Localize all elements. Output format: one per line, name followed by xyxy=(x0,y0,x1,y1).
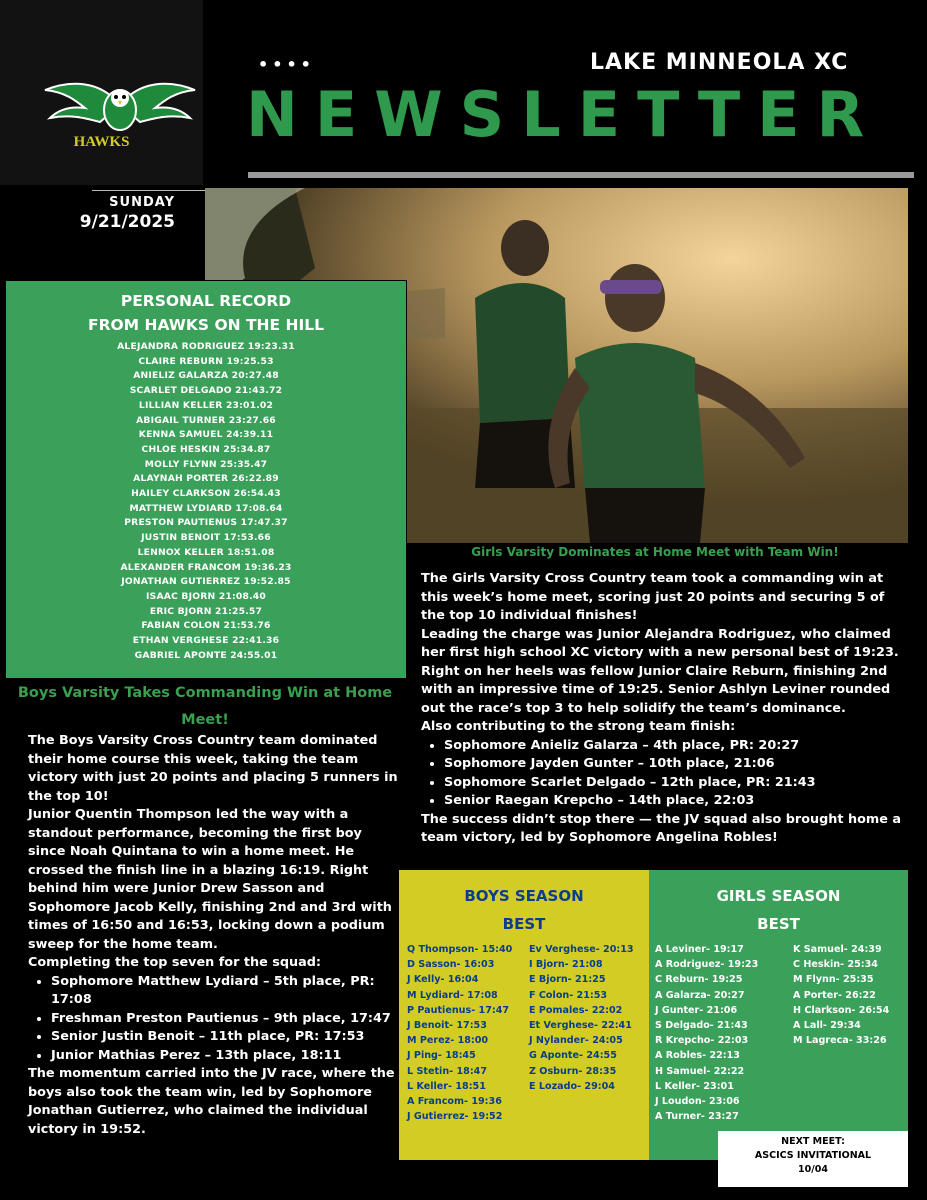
season-best-entry: J Ping- 18:45 xyxy=(407,1050,476,1062)
pr-entry: ANIELIZ GALARZA 20:27.48 xyxy=(133,370,279,382)
season-best-entry: A Leviner- 19:17 xyxy=(655,944,744,955)
season-best-entry: F Colon- 21:53 xyxy=(529,989,608,1001)
pr-entry: CHLOE HESKIN 25:34.87 xyxy=(141,443,271,455)
date-label: 9/21/2025 xyxy=(79,212,175,232)
brand-name: LAKE MINNEOLA XC xyxy=(590,50,849,75)
next-meet-label: NEXT MEET: xyxy=(781,1136,845,1147)
pr-entry: ALAYNAH PORTER 26:22.89 xyxy=(133,473,279,485)
pr-entry: ETHAN VERGHESE 22:41.36 xyxy=(132,635,280,647)
header-divider xyxy=(248,172,914,178)
season-best-entry: R Krepcho- 22:03 xyxy=(655,1035,749,1047)
pr-entry: GABRIEL APONTE 24:55.01 xyxy=(134,649,278,661)
season-best-entry: L Keller- 23:01 xyxy=(655,1080,734,1092)
boys-paragraph-4: The momentum carried into the JV race, where the boys also took the team win, led by Sophomore Jonathan Gutierrez, who claimed the individual victory in 19:52. xyxy=(28,1066,395,1137)
girls-headline: Girls Varsity Dominates at Home Meet with Team Win! xyxy=(471,545,839,559)
pr-entry: FABIAN COLON 21:53.76 xyxy=(141,620,271,632)
decorative-dots: •••• xyxy=(258,55,315,74)
season-best-entry: C Reburn- 19:25 xyxy=(655,974,743,986)
pr-entry: ABIGAIL TURNER 23:27.66 xyxy=(136,414,276,426)
season-best-entry: Et Verghese- 22:41 xyxy=(529,1020,632,1032)
season-best-entry: H Clarkson- 26:54 xyxy=(793,1004,890,1016)
pr-entry: ALEXANDER FRANCOM 19:36.23 xyxy=(120,561,292,573)
season-best-entry: J Loudon- 23:06 xyxy=(655,1096,740,1108)
pr-entry: SCARLET DELGADO 21:43.72 xyxy=(129,385,283,397)
girls-paragraph-4: The success didn’t stop there — the JV squad also brought home a team victory, led by Sophomore Angelina Robles! xyxy=(421,811,901,845)
pr-title xyxy=(6,289,406,337)
season-best-entry: Ev Verghese- 20:13 xyxy=(529,944,634,955)
girls-season-title xyxy=(649,882,908,938)
list-item: • Junior Mathias Perez – 13th place, 18:11 xyxy=(51,1047,398,1066)
season-best-entry: J Benoit- 17:53 xyxy=(407,1020,487,1032)
pr-entry: ALEJANDRA RODRIGUEZ 19:23.31 xyxy=(117,341,295,352)
boys-season-title xyxy=(399,882,649,938)
season-best-entry: Z Osburn- 28:35 xyxy=(529,1065,617,1077)
girls-season-title-line-2: BEST xyxy=(757,915,800,933)
season-best-entry: M Flynn- 25:35 xyxy=(793,974,874,986)
girls-season-columns xyxy=(649,942,908,1124)
season-best-entry: H Samuel- 22:22 xyxy=(655,1065,745,1077)
season-best-entry: E Bjorn- 21:25 xyxy=(529,974,606,986)
boys-article-body xyxy=(28,732,398,1139)
season-best-entry: S Delgado- 21:43 xyxy=(655,1020,748,1032)
season-best-entry: A Robles- 22:13 xyxy=(655,1050,740,1062)
season-best-entry: L Stetin- 18:47 xyxy=(407,1065,488,1077)
season-best-entry: M Perez- 18:00 xyxy=(407,1035,489,1047)
pr-entry: MATTHEW LYDIARD 17:08.64 xyxy=(129,502,283,514)
list-item: • Sophomore Scarlet Delgado – 12th place, PR: 21:43 xyxy=(444,774,911,793)
boys-season-title-line-2: BEST xyxy=(502,915,546,933)
pr-entry: JUSTIN BENOIT 17:53.66 xyxy=(141,532,271,544)
season-best-entry: M Lydiard- 17:08 xyxy=(407,989,498,1001)
season-best-entry: Q Thompson- 15:40 xyxy=(407,944,513,955)
boys-paragraph-1: The Boys Varsity Cross Country team dominated their home course this week, taking the team victory with just 20 points and placing 5 runners in the top 10! xyxy=(28,733,398,804)
season-best-entry: A Francom- 19:36 xyxy=(407,1096,502,1108)
season-best-entry: A Rodriguez- 19:23 xyxy=(655,959,759,971)
pr-title-line-1: PERSONAL RECORD xyxy=(120,292,292,310)
date-block xyxy=(55,190,175,233)
season-best-entry: M Lagreca- 33:26 xyxy=(793,1035,887,1047)
season-best-entry: G Aponte- 24:55 xyxy=(529,1050,617,1062)
season-best-entry: A Galarza- 20:27 xyxy=(655,989,745,1001)
pr-entry: CLAIRE REBURN 19:25.53 xyxy=(138,355,274,367)
season-best-entry: A Turner- 23:27 xyxy=(655,1111,739,1123)
season-best-entry: I Bjorn- 21:08 xyxy=(529,959,603,971)
season-best-entry: D Sasson- 16:03 xyxy=(407,959,495,971)
list-item: • Sophomore Matthew Lydiard – 5th place, PR: 17:08 xyxy=(51,973,398,1010)
boys-results-list xyxy=(28,973,398,1066)
season-best-entry: A Lall- 29:34 xyxy=(793,1020,861,1032)
boys-season-column-2 xyxy=(523,942,634,1124)
season-best-entry: J Gunter- 21:06 xyxy=(655,1004,738,1016)
pr-title-line-2: FROM HAWKS ON THE HILL xyxy=(87,316,325,334)
logo-panel xyxy=(0,0,203,185)
page-title: NEWSLETTER xyxy=(246,78,882,151)
boys-paragraph-2: Junior Quentin Thompson led the way with a standout performance, becoming the first boy since Noah Quintana to win a home meet. He crossed the finish line in a blazing 16:19. Right behind him were Junior Drew Sasson and Sophomore Jacob Kelly, finishing 2nd and 3rd with times of 16:50 and 16:53, locking down a podium sweep for the home team. xyxy=(28,807,392,952)
pr-entry: PRESTON PAUTIENUS 17:47.37 xyxy=(124,517,288,529)
season-best-entry: J Gutierrez- 19:52 xyxy=(407,1111,503,1123)
season-best-entry: J Nylander- 24:05 xyxy=(529,1035,623,1047)
day-label: SUNDAY xyxy=(109,195,175,210)
boys-season-column-1 xyxy=(399,942,523,1124)
boys-season-title-line-1: BOYS SEASON xyxy=(464,887,584,905)
boys-headline: Boys Varsity Takes Commanding Win at Home Meet! xyxy=(17,685,393,728)
personal-record-box xyxy=(5,280,407,679)
girls-season-best-box xyxy=(649,870,908,1160)
girls-season-column-1 xyxy=(649,942,785,1124)
next-meet-name: ASCICS INVITATIONAL xyxy=(754,1150,872,1161)
season-best-entry: K Samuel- 24:39 xyxy=(793,944,882,955)
girls-season-column-2 xyxy=(785,942,889,1124)
pr-list xyxy=(6,340,406,663)
list-item: • Freshman Preston Pautienus – 9th place, 17:47 xyxy=(51,1010,398,1029)
boys-paragraph-3: Completing the top seven for the squad: xyxy=(28,955,322,970)
girls-results-list xyxy=(421,737,911,811)
boys-season-columns xyxy=(399,942,649,1124)
list-item: • Sophomore Jayden Gunter – 10th place, 21:06 xyxy=(444,755,911,774)
girls-paragraph-3: Also contributing to the strong team finish: xyxy=(421,719,736,734)
pr-entry: MOLLY FLYNN 25:35.47 xyxy=(144,458,268,470)
season-best-entry: E Lozado- 29:04 xyxy=(529,1080,615,1092)
boys-season-best-box xyxy=(399,870,649,1160)
pr-entry: LILLIAN KELLER 23:01.02 xyxy=(138,399,274,411)
season-best-entry: P Pautienus- 17:47 xyxy=(407,1004,510,1016)
pr-entry: HAILEY CLARKSON 26:54.43 xyxy=(131,488,281,500)
pr-entry: ISAAC BJORN 21:08.40 xyxy=(146,590,266,602)
season-best-entry: E Pomales- 22:02 xyxy=(529,1004,623,1016)
logo-text: HAWKS xyxy=(73,134,130,150)
next-meet-date: 10/04 xyxy=(798,1164,828,1175)
girls-season-title-line-1: GIRLS SEASON xyxy=(716,887,841,905)
pr-entry: JONATHAN GUTIERREZ 19:52.85 xyxy=(121,576,291,588)
girls-paragraph-1: The Girls Varsity Cross Country team took a commanding win at this week’s home meet, scoring just 20 points and securing 5 of the top 10 individual finishes! xyxy=(421,571,885,623)
girls-article-body xyxy=(421,570,911,848)
season-best-entry: J Kelly- 16:04 xyxy=(407,974,479,986)
girls-paragraph-2: Leading the charge was Junior Alejandra Rodriguez, who claimed her first high school XC victory with a new personal best of 19:23. Right on her heels was fellow Junior Claire Reburn, finishing 2nd with an impressive time of 19:25. Senior Ashlyn Leviner rounded out the race’s top 3 to help solidify the team’s dominance. xyxy=(421,626,899,716)
pr-entry: KENNA SAMUEL 24:39.11 xyxy=(138,429,274,441)
list-item: • Sophomore Anieliz Galarza – 4th place, PR: 20:27 xyxy=(444,737,911,756)
pr-entry: ERIC BJORN 21:25.57 xyxy=(149,605,263,617)
next-meet-box xyxy=(718,1131,908,1187)
season-best-entry: L Keller- 18:51 xyxy=(407,1080,486,1092)
pr-entry: LENNOX KELLER 18:51.08 xyxy=(137,546,275,558)
list-item: • Senior Justin Benoit – 11th place, PR: 17:53 xyxy=(51,1028,398,1047)
season-best-entry: C Heskin- 25:34 xyxy=(793,959,878,971)
list-item: • Senior Raegan Krepcho – 14th place, 22:03 xyxy=(444,792,911,811)
season-best-entry: A Porter- 26:22 xyxy=(793,989,876,1001)
